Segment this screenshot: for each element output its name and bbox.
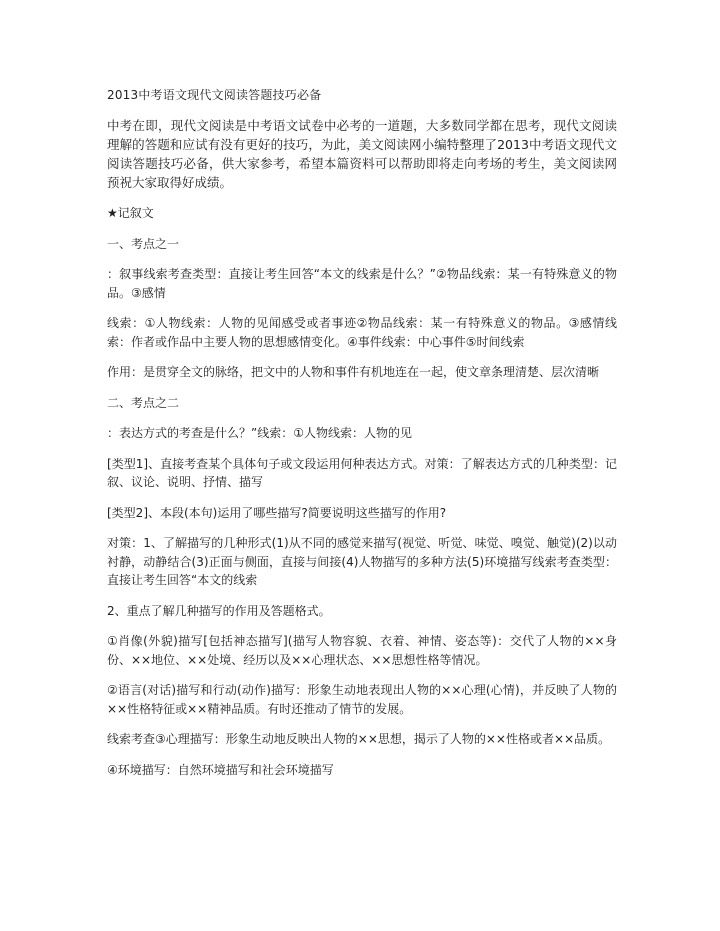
heading-exam-point-1: 一、考点之一 <box>107 236 180 251</box>
paragraph-language-action-description: ②语言(对话)描写和行动(动作)描写：形象生动地表现出人物的××心理(心情)，并反映了人物的××性格特征或××精神品质。有时还推动了情节的发展。 <box>107 683 617 716</box>
paragraph-type-2: [类型2]、本段(本句)运用了哪些描写?简要说明这些描写的作用? <box>107 505 447 520</box>
paragraph-portrait-description: ①肖像(外貌)描写[包括神态描写](描写人物容貌、衣着、神情、姿态等)：交代了人物的××身份、××地位、××处境、经历以及××心理状态、××思想性格等情况。 <box>107 634 617 667</box>
paragraph-strategy: 对策：1、了解描写的几种形式(1)从不同的感觉来描写(视觉、听觉、味觉、嗅觉、触觉)(2)以动衬静，动静结合(3)正面与侧面，直接与间接(4)人物描写的多种方法(5)环境描写线索考查类型：直接让考生回答“本文的线索 <box>107 536 617 587</box>
paragraph-psychological-description: 线索考查③心理描写：形象生动地反映出人物的××思想，揭示了人物的××性格或者××品质。 <box>107 732 611 746</box>
paragraph-expression-question: ：表达方式的考查是什么？”线索：①人物线索：人物的见 <box>107 426 412 440</box>
heading-exam-point-2: 二、考点之二 <box>107 395 180 410</box>
paragraph-clue-types: 线索：①人物线索：人物的见闻感受或者事迹②物品线索：某一有特殊意义的物品。③感情线索：作者或作品中主要人物的思想感情变化。④事件线索：中心事件⑤时间线索 <box>107 316 617 349</box>
document-page <box>107 86 617 791</box>
paragraph-environment-description: ④环境描写：自然环境描写和社会环境描写 <box>107 762 334 777</box>
intro-paragraph: 中考在即，现代文阅读是中考语文试卷中必考的一道题，大多数同学都在思考，现代文阅读理解的答题和应试有没有更好的技巧，为此，美文阅读网小编特整理了2013中考语文现代文阅读答题技巧必备，供大家参考，希望本篇资料可以帮助即将走向考场的考生，美文阅读网预祝大家取得好成绩。 <box>107 118 617 190</box>
paragraph-clue-function: 作用：是贯穿全文的脉络，把文中的人物和事件有机地连在一起，使文章条理清楚、层次清晰 <box>107 365 600 379</box>
paragraph-clue-question: ：叙事线索考查类型：直接让考生回答“本文的线索是什么？”②物品线索：某一有特殊意义的物品。③感情 <box>107 267 617 300</box>
paragraph-type-1: [类型1]、直接考查某个具体句子或文段运用何种表达方式。对策：了解表达方式的几种类型：记叙、议论、说明、抒情、描写 <box>107 456 617 489</box>
paragraph-key-description: 2、重点了解几种描写的作用及答题格式。 <box>107 603 331 618</box>
document-title: 2013中考语文现代文阅读答题技巧必备 <box>107 88 322 102</box>
section-heading-narrative: ★记叙文 <box>107 206 154 220</box>
